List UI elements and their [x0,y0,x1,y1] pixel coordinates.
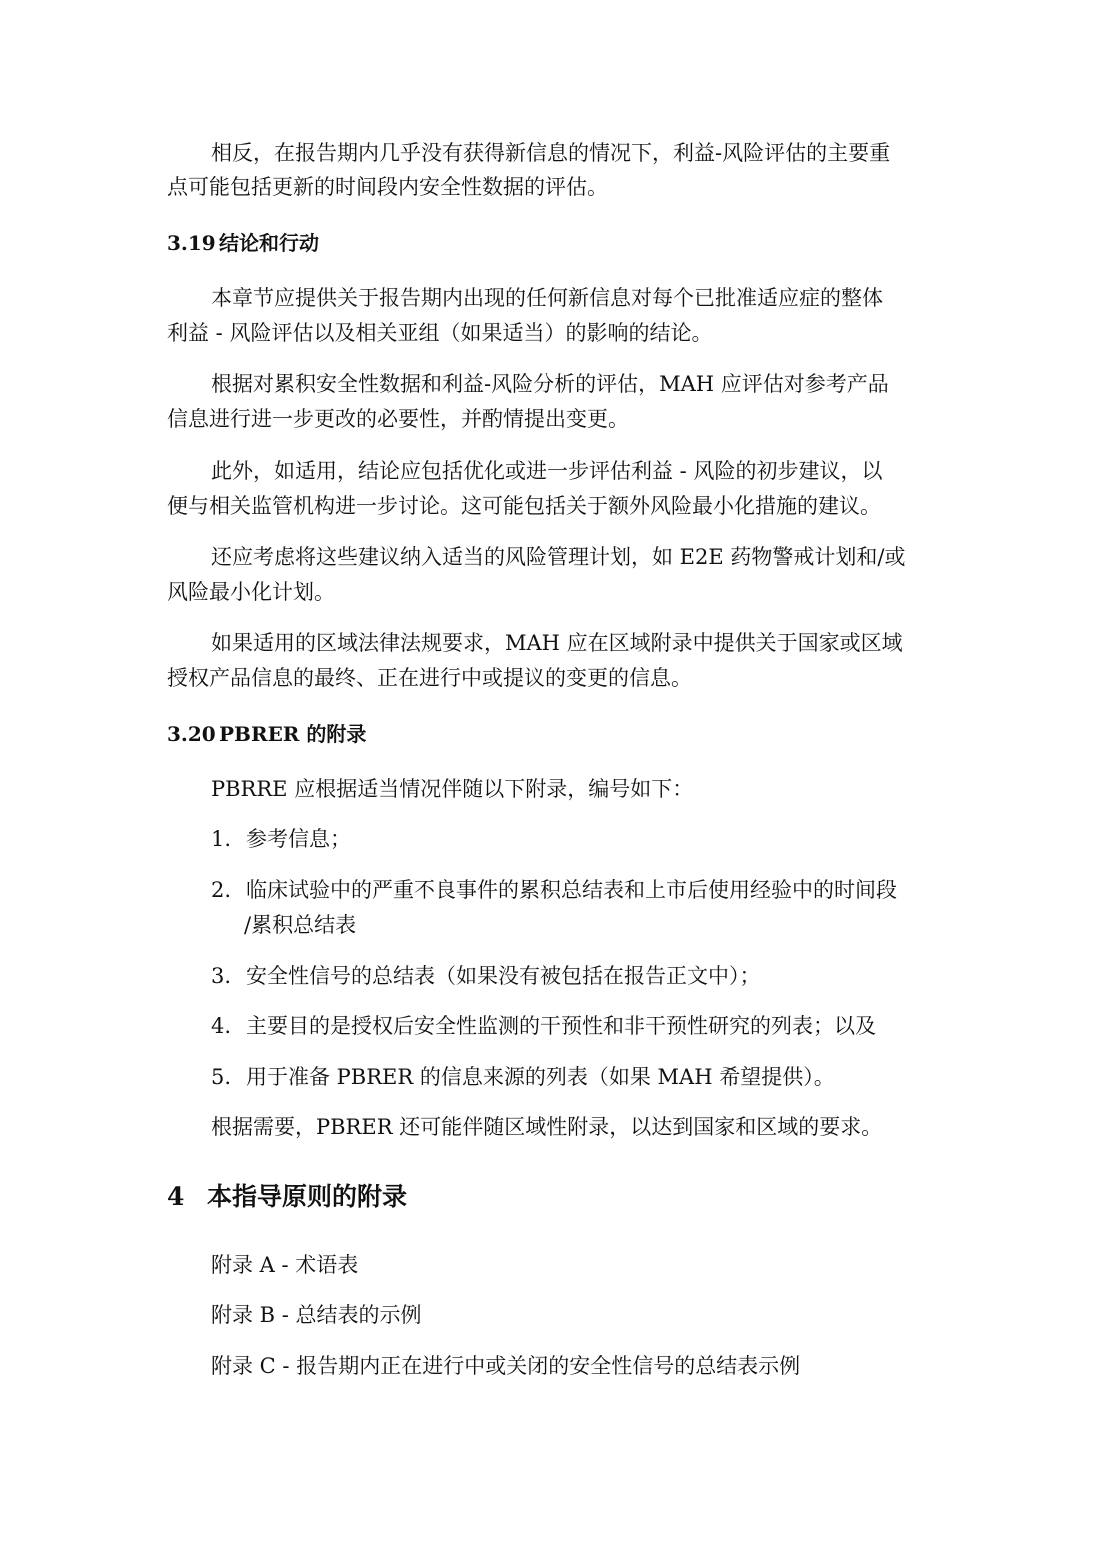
list-item-continuation: /累积总结表 [244,913,357,937]
list-item [211,876,897,904]
intro-line-2: 点可能包括更新的时间段内安全性数据的评估。 [167,175,608,199]
list-item-text: 主要目的是授权后安全性监测的干预性和非干预性研究的列表；以及 [246,1014,876,1038]
s319-p2-line-1: 根据对累积安全性数据和利益-风险分析的评估，MAH 应评估对参考产品 [211,372,889,396]
s319-p4-line-1: 还应考虑将这些建议纳入适当的风险管理计划，如 E2E 药物警戒计划和/或 [211,545,906,569]
list-item-number: 4. [211,1014,232,1038]
list-item-text: 临床试验中的严重不良事件的累积总结表和上市后使用经验中的时间段 [246,878,897,902]
appendix-item-a: 附录 A - 术语表 [211,1253,359,1277]
s319-p4-line-2: 风险最小化计划。 [167,580,335,604]
list-item-number: 3. [211,964,232,988]
appendix-item-c: 附录 C - 报告期内正在进行中或关闭的安全性信号的总结表示例 [211,1354,801,1378]
list-item [211,825,351,853]
list-item-number: 2. [211,878,232,902]
section-4-title: 本指导原则的附录 [207,1182,408,1211]
section-4-heading [167,1180,407,1214]
list-item-text: 参考信息； [246,827,351,851]
s319-p1-line-1: 本章节应提供关于报告期内出现的任何新信息对每个已批准适应症的整体 [211,286,883,310]
intro-line-1: 相反，在报告期内几乎没有获得新信息的情况下，利益-风险评估的主要重 [211,141,891,165]
section-3-19-title: 结论和行动 [219,231,319,255]
list-item-number: 1. [211,827,232,851]
s319-p2-line-2: 信息进行进一步更改的必要性，并酌情提出变更。 [167,407,629,431]
section-3-19-heading [167,229,319,257]
list-item-number: 5. [211,1065,232,1089]
list-item [211,1063,835,1091]
list-item-text: 用于准备 PBRER 的信息来源的列表（如果 MAH 希望提供）。 [246,1065,835,1089]
list-item-text: 安全性信号的总结表（如果没有被包括在报告正文中）； [246,964,761,988]
s319-p1-line-2: 利益 - 风险评估以及相关亚组（如果适当）的影响的结论。 [167,321,713,345]
appendix-item-b: 附录 B - 总结表的示例 [211,1303,422,1327]
section-4-number: 4 [167,1182,185,1211]
s319-p5-line-1: 如果适用的区域法律法规要求，MAH 应在区域附录中提供关于国家或区域 [211,631,903,655]
list-item [211,1012,876,1040]
section-3-20-heading [167,720,366,748]
section-3-19-number: 3.19 [167,231,216,255]
section-3-20-title: PBRER 的附录 [219,722,367,746]
list-item [211,962,761,990]
s320-outro: 根据需要，PBRER 还可能伴随区域性附录，以达到国家和区域的要求。 [211,1115,883,1139]
section-3-20-number: 3.20 [167,722,216,746]
s319-p5-line-2: 授权产品信息的最终、正在进行中或提议的变更的信息。 [167,666,692,690]
s319-p3-line-2: 便与相关监管机构进一步讨论。这可能包括关于额外风险最小化措施的建议。 [167,494,881,518]
s319-p3-line-1: 此外，如适用，结论应包括优化或进一步评估利益 - 风险的初步建议，以 [211,459,883,483]
s320-intro: PBRRE 应根据适当情况伴随以下附录，编号如下： [211,777,694,801]
